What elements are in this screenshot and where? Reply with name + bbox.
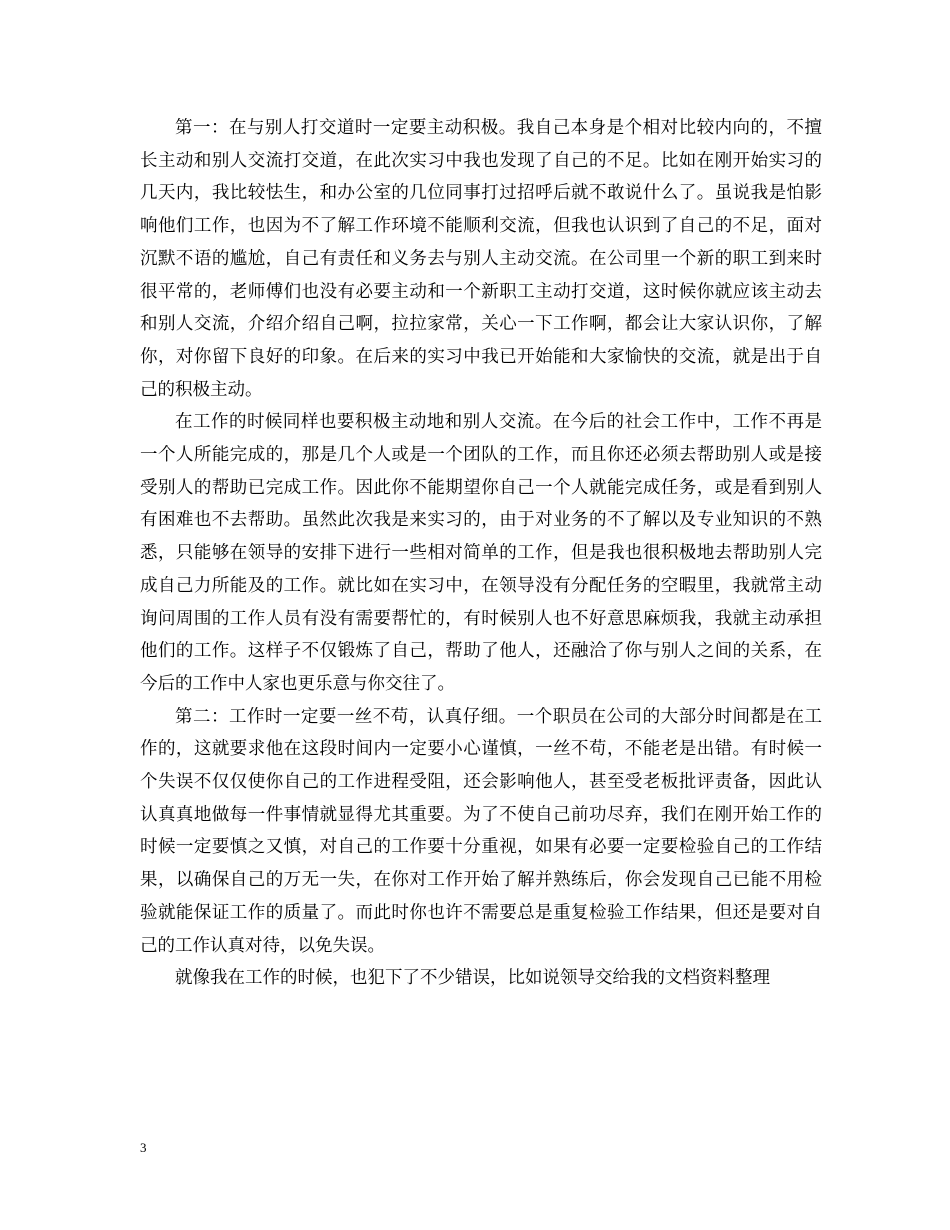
paragraph-2: 在工作的时候同样也要积极主动地和别人交流。在今后的社会工作中，工作不再是一个人所能完成的，那是几个人或是一个团队的工作，而且你还必须去帮助别人或是接受别人的帮助已完成工作。因此你不能期望你自己一个人就能完成任务，或是看到别人有困难也不去帮助。虽然此次我是来实习的，由于对业务的不了解以及专业知识的不熟悉，只能够在领导的安排下进行一些相对简单的工作，但是我也很积极地去帮助别人完成自己力所能及的工作。就比如在实习中，在领导没有分配任务的空暇里，我就常主动询问周围的工作人员有没有需要帮忙的，有时候别人也不好意思麻烦我，我就主动承担他们的工作。这样子不仅锻炼了自己，帮助了他人，还融洽了你与别人之间的关系，在今后的工作中人家也更乐意与你交往了。	[140, 412, 822, 694]
paragraph-4: 就像我在工作的时候，也犯下了不少错误，比如说领导交给我的文档资料整理	[175, 968, 770, 989]
paragraph-3: 第二：工作时一定要一丝不苟，认真仔细。一个职员在公司的大部分时间都是在工作的，这就要求他在这段时间内一定要小心谨慎，一丝不苟，不能老是出错。有时候一个失误不仅仅使你自己的工作进程受阻，还会影响他人，甚至受老板批评责备，因此认认真真地做每一件事情就显得尤其重要。为了不使自己前功尽弃，我们在刚开始工作的时候一定要慎之又慎，对自己的工作要十分重视，如果有必要一定要检验自己的工作结果，以确保自己的万无一失，在你对工作开始了解并熟练后，你会发现自己已能不用检验就能保证工作的质量了。而此时你也许不需要总是重复检验工作结果，但还是要对自己的工作认真对待，以免失误。	[140, 706, 822, 956]
paragraph-1: 第一：在与别人打交道时一定要主动积极。我自己本身是个相对比较内向的，不擅长主动和别人交流打交道，在此次实习中我也发现了自己的不足。比如在刚开始实习的几天内，我比较怯生，和办公室的几位同事打过招呼后就不敢说什么了。虽说我是怕影响他们工作，也因为不了解工作环境不能顺利交流，但我也认识到了自己的不足，面对沉默不语的尴尬，自己有责任和义务去与别人主动交流。在公司里一个新的职工到来时很平常的，老师傅们也没有必要主动和一个新职工主动打交道，这时候你就应该主动去和别人交流，介绍介绍自己啊，拉拉家常，关心一下工作啊，都会让大家认识你，了解你，对你留下良好的印象。在后来的实习中我已开始能和大家愉快的交流，就是出于自己的积极主动。	[140, 118, 822, 400]
document-body	[140, 112, 822, 995]
page-number: 3	[140, 1140, 147, 1155]
